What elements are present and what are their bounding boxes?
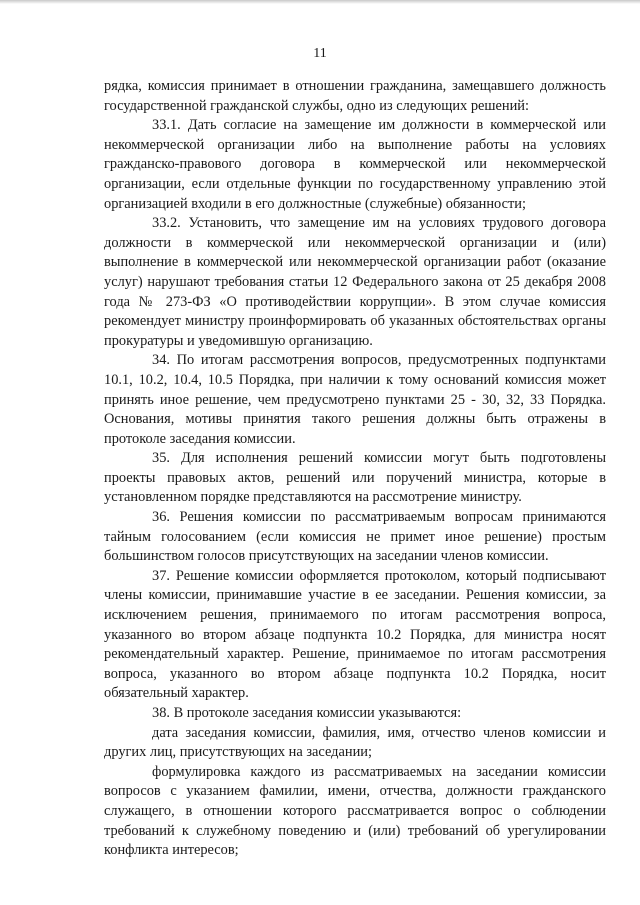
paragraph-35: 35. Для исполнения решений комиссии могут быть подготовлены проекты правовых актов, решений или поручений министра, которые в установленном порядке представляются на рассмотрение министру. [104,450,606,506]
paragraph-33-1: 33.1. Дать согласие на замещение им должности в коммерческой или некоммерческой организации либо на выполнение работы на условиях гражданско-правового договора в коммерческой или некоммерческой организации, если отдельные функции по государственному управлению этой организацией входили в его должностные (служебные) обязанности; [104,117,606,212]
paragraph-38: 38. В протоколе заседания комиссии указываются: [152,705,462,721]
paragraph-38-item-2: формулировка каждого из рассматриваемых на заседании комиссии вопросов с указанием фамилии, имени, отчества, должности гражданского служащего, в отношении которого рассматривается вопрос о соблюдении требований к служебному поведению и (или) требований об урегулировании конфликта интересов; [104,763,606,859]
page-number: 11 [313,46,327,61]
paragraph-continuation: рядка, комиссия принимает в отношении гражданина, замещавшего должность государственной гражданской службы, одно из следующих решений: [104,78,606,114]
scan-edge [0,0,640,4]
document-body [104,77,606,861]
paragraph-34: 34. По итогам рассмотрения вопросов, предусмотренных подпунктами 10.1, 10.2, 10.4, 10.5 Порядка, при наличии к тому оснований комиссия может принять иное решение, чем предусмотрено пунктами 25 - 30, 32, 33 Порядка. Основания, мотивы принятия такого решения должны быть отражены в протоколе заседания комиссии. [104,352,606,447]
paragraph-38-item-1: дата заседания комиссии, фамилия, имя, отчество членов комиссии и других лиц, присутствующих на заседании; [104,724,606,761]
paragraph-33-2: 33.2. Установить, что замещение им на условиях трудового договора должности в коммерческой или некоммерческой организации и (или) выполнение в коммерческой или некоммерческой организации работ (оказание услуг) нарушают требования статьи 12 Федерального закона от 25 декабря 2008 года № 273-ФЗ «О противодействии коррупции». В этом случае комиссия рекомендует министру проинформировать об указанных обстоятельствах органы прокуратуры и уведомившую организацию. [104,215,606,349]
paragraph-37: 37. Решение комиссии оформляется протоколом, который подписывают члены комиссии, принимавшие участие в ее заседании. Решения комиссии, за исключением решения, принимаемого по итогам рассмотрения вопроса, указанного во втором абзаце подпункта 10.2 Порядка, для министра носят рекомендательный характер. Решение, принимаемое по итогам рассмотрения вопроса, указанного во втором абзаце подпункта 10.2 Порядка, носит обязательный характер. [104,567,606,702]
paragraph-36: 36. Решения комиссии по рассматриваемым вопросам принимаются тайным голосованием (если комиссия не примет иное решение) простым большинством голосов присутствующих на заседании членов комиссии. [104,509,606,565]
